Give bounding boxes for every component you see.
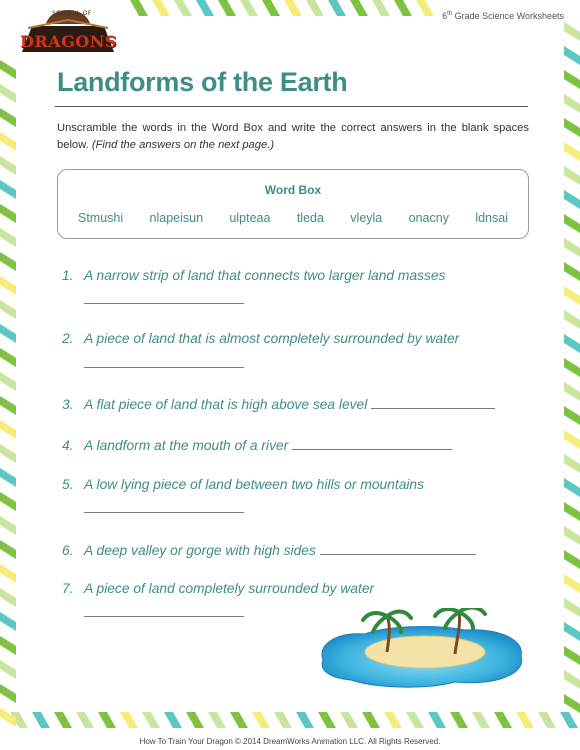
logo-main-text: DRAGONS (20, 32, 117, 51)
border-stripe (10, 712, 28, 728)
question-4 (62, 435, 452, 453)
border-stripe (516, 712, 534, 728)
word-item: vleyla (350, 211, 383, 225)
question-text: A piece of land completely surrounded by water (84, 581, 375, 596)
border-stripe (0, 276, 16, 295)
border-stripe (564, 478, 580, 497)
page-title: Landforms of the Earth (57, 67, 348, 97)
border-stripe (0, 636, 16, 655)
border-stripe (174, 0, 192, 16)
border-stripe (564, 502, 580, 521)
border-stripe (0, 60, 16, 79)
border-stripe (494, 712, 512, 728)
question-text: A deep valley or gorge with high sides (84, 543, 316, 558)
border-stripe (0, 84, 16, 103)
answer-blank-1[interactable] (84, 303, 244, 304)
answer-blank-5[interactable] (84, 512, 244, 513)
border-stripe (186, 712, 204, 728)
border-stripe (0, 300, 16, 319)
border-stripe (0, 324, 16, 343)
logo-top-text: SCHOOL OF (52, 10, 92, 17)
border-stripe (152, 0, 170, 16)
border-stripe (564, 598, 580, 617)
border-stripe (350, 0, 368, 16)
border-stripe (142, 712, 160, 728)
instructions-note: (Find the answers on the next page.) (91, 139, 275, 151)
border-stripe (564, 694, 580, 713)
question-text: A low lying piece of land between two hills or mountains (84, 477, 424, 492)
word-item: Stmushi (78, 211, 124, 225)
border-stripe (120, 712, 138, 728)
border-stripe (564, 94, 580, 113)
border-stripe (416, 0, 434, 16)
word-item: onacny (408, 211, 449, 225)
question-number: 4. (62, 438, 74, 453)
island-illustration (315, 608, 530, 690)
question-number: 2. (62, 331, 74, 346)
word-box-title: Word Box (264, 183, 322, 197)
border-stripe (0, 420, 16, 439)
border-stripe (564, 238, 580, 257)
border-stripe (0, 252, 16, 271)
border-stripe (406, 712, 424, 728)
question-text: A flat piece of land that is high above sea level (84, 397, 368, 412)
border-stripe (76, 712, 94, 728)
border-stripe (0, 612, 16, 631)
border-stripe (564, 550, 580, 569)
border-stripe (196, 0, 214, 16)
border-stripe (0, 468, 16, 487)
border-stripe (340, 712, 358, 728)
answer-blank-2[interactable] (84, 367, 244, 368)
border-stripe (0, 660, 16, 679)
word-box (57, 169, 529, 239)
word-item: ldnsai (475, 211, 508, 225)
border-stripe (564, 214, 580, 233)
question-number: 7. (62, 581, 74, 596)
border-stripe (0, 684, 16, 703)
border-stripe (296, 712, 314, 728)
border-stripe (164, 712, 182, 728)
grade-number: 6 (442, 11, 448, 21)
border-stripe (564, 22, 580, 41)
question-text: A narrow strip of land that connects two larger land masses (84, 268, 446, 283)
border-stripe (274, 712, 292, 728)
word-item: tleda (296, 211, 324, 225)
border-stripe (0, 396, 16, 415)
border-stripe (0, 372, 16, 391)
border-stripe (208, 712, 226, 728)
border-stripe (328, 0, 346, 16)
border-stripe (0, 516, 16, 535)
border-stripe (564, 526, 580, 545)
word-item: nlapeisun (149, 211, 204, 225)
question-number: 6. (62, 543, 74, 558)
question-number: 5. (62, 477, 74, 492)
border-stripe (0, 492, 16, 511)
border-stripe (564, 574, 580, 593)
border-stripe (0, 156, 16, 175)
logo (18, 6, 118, 58)
border-stripe (538, 712, 556, 728)
border-stripe (0, 444, 16, 463)
footer-copyright: How To Train Your Dragon © 2014 DreamWorks Animation LLC. All Rights Reserved. (139, 737, 441, 746)
border-stripe (564, 406, 580, 425)
border-stripe (362, 712, 380, 728)
border-stripe (54, 712, 72, 728)
question-3 (62, 394, 495, 412)
border-stripe (318, 712, 336, 728)
question-6 (62, 540, 476, 558)
border-stripe (564, 382, 580, 401)
border-stripe (564, 358, 580, 377)
border-stripe (0, 108, 16, 127)
border-stripe (130, 0, 148, 16)
question-1 (62, 268, 445, 283)
word-list (78, 211, 508, 225)
border-stripe (564, 166, 580, 185)
border-stripe (240, 0, 258, 16)
grade-suffix: th (447, 11, 453, 17)
border-stripe (564, 286, 580, 305)
border-stripe (560, 712, 578, 728)
word-item: ulpteaa (229, 211, 271, 225)
border-stripe (262, 0, 280, 16)
answer-blank-6[interactable] (320, 540, 476, 555)
border-stripe (0, 564, 16, 583)
border-stripe (0, 708, 16, 727)
border-stripe (564, 622, 580, 641)
border-stripe (384, 712, 402, 728)
border-stripe (564, 142, 580, 161)
border-stripe (394, 0, 412, 16)
border-stripe (564, 670, 580, 689)
border-stripe (306, 0, 324, 16)
border-stripe (0, 540, 16, 559)
instructions (57, 120, 529, 154)
border-stripe (564, 454, 580, 473)
border-stripe (0, 228, 16, 247)
border-stripe (372, 0, 390, 16)
question-7 (62, 581, 374, 596)
instructions-text: Unscramble the words in the Word Box and write the correct answers in the blank spaces below. (57, 122, 529, 151)
border-stripe (564, 334, 580, 353)
border-stripe (564, 46, 580, 65)
border-stripe (0, 348, 16, 367)
border-stripe (0, 132, 16, 151)
answer-blank-7[interactable] (84, 616, 244, 617)
border-stripe (98, 712, 116, 728)
border-stripe (0, 204, 16, 223)
title-divider (55, 106, 528, 107)
border-stripe (472, 712, 490, 728)
border-stripe (284, 0, 302, 16)
question-5 (62, 477, 424, 492)
answer-blank-4[interactable] (292, 435, 452, 450)
border-stripe (252, 712, 270, 728)
grade-subject: Grade Science Worksheets (452, 11, 564, 21)
grade-label (442, 11, 564, 21)
border-stripe (564, 646, 580, 665)
border-stripe (564, 262, 580, 281)
border-stripe (0, 588, 16, 607)
border-stripe (0, 180, 16, 199)
border-stripe (564, 118, 580, 137)
border-stripe (564, 70, 580, 89)
border-stripe (218, 0, 236, 16)
border-stripe (564, 310, 580, 329)
border-stripe (230, 712, 248, 728)
answer-blank-3[interactable] (371, 394, 495, 409)
border-stripe (450, 712, 468, 728)
question-number: 3. (62, 397, 74, 412)
border-stripe (564, 190, 580, 209)
question-2 (62, 331, 459, 346)
border-stripe (428, 712, 446, 728)
border-stripe (32, 712, 50, 728)
border-stripe (564, 430, 580, 449)
question-text: A landform at the mouth of a river (84, 438, 289, 453)
question-text: A piece of land that is almost completely surrounded by water (84, 331, 460, 346)
question-number: 1. (62, 268, 74, 283)
